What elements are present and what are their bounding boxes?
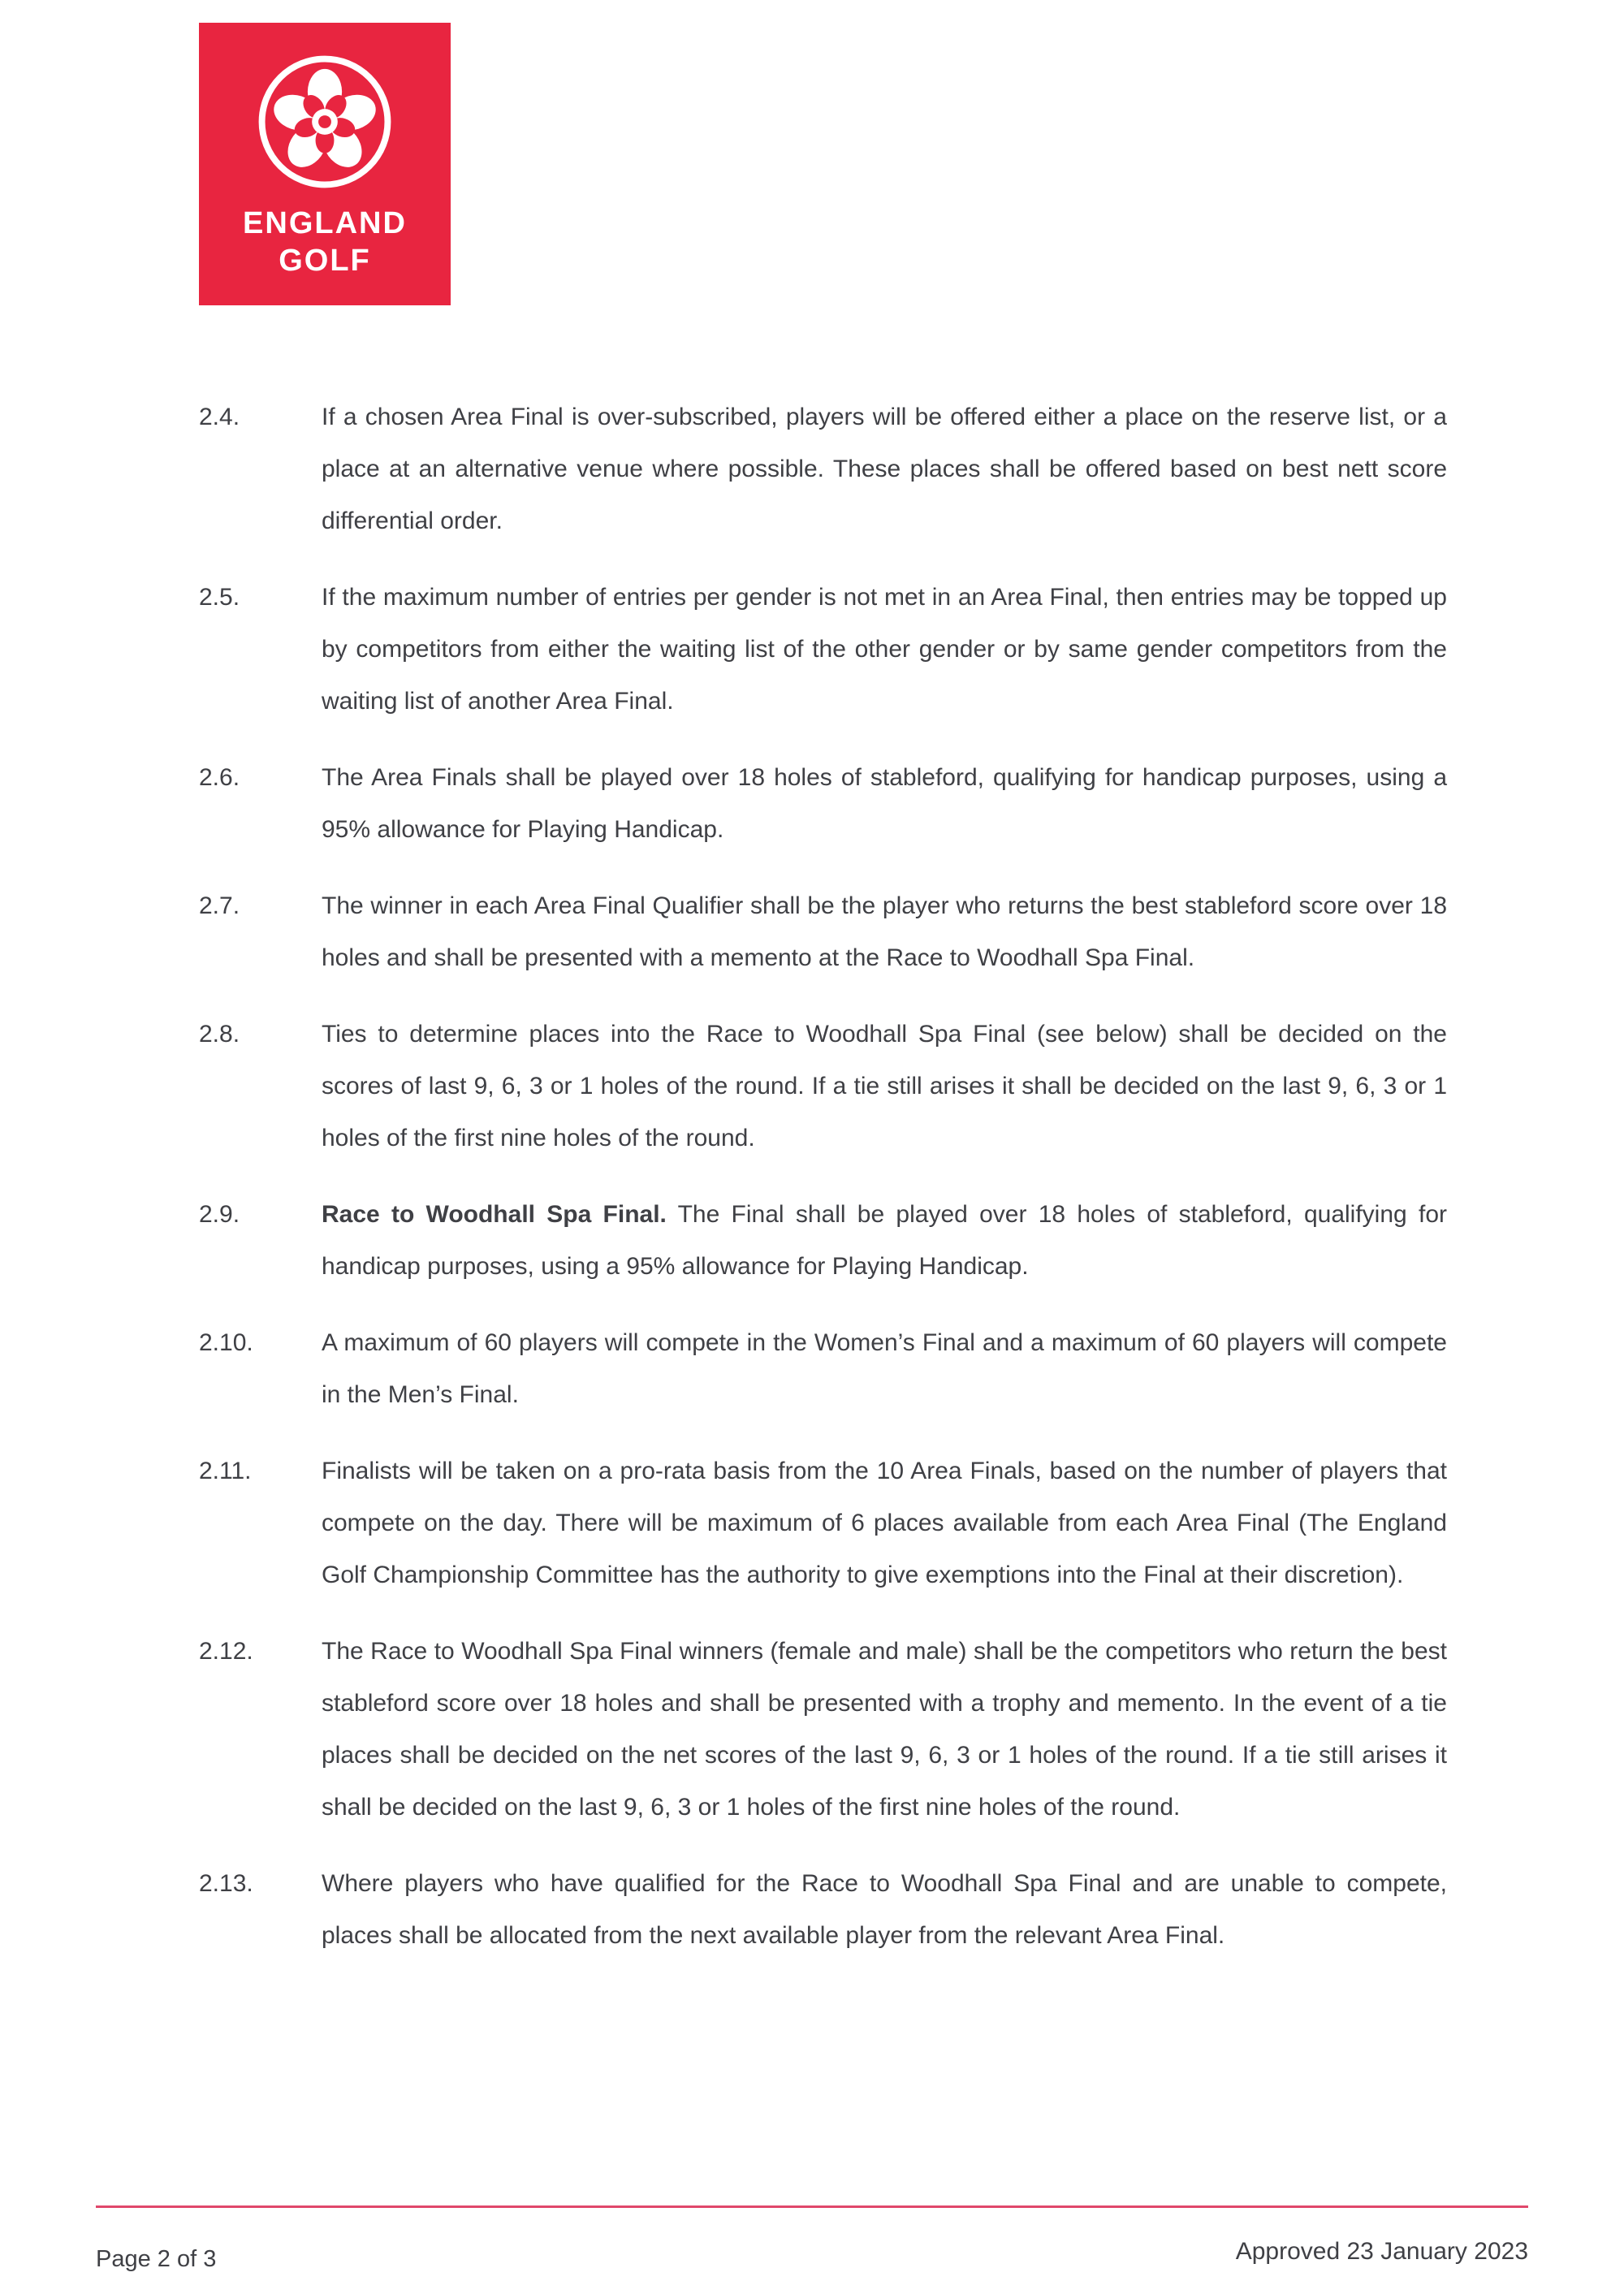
clause (199, 880, 1447, 984)
clause-text (322, 1445, 1447, 1601)
clause-number: 2.5. (199, 584, 240, 611)
logo-wordmark (243, 205, 407, 279)
clause (199, 572, 1447, 728)
clause-number: 2.9. (199, 1201, 240, 1228)
clause (199, 752, 1447, 856)
clause-body: If the maximum number of entries per gender is not met in an Area Final, then entries may be topped up by competitors from either the waiting list of the other gender or by same gender competitors from the waiting list of another Area Final. (322, 584, 1447, 715)
clause-text (322, 1858, 1447, 1962)
clause-number: 2.13. (199, 1870, 253, 1897)
clause-text (322, 572, 1447, 728)
clause-number: 2.6. (199, 764, 240, 791)
clause-text (322, 391, 1447, 547)
clause (199, 1189, 1447, 1293)
clause-text (322, 1317, 1447, 1421)
clause-number: 2.11. (199, 1458, 252, 1484)
logo-wordmark-line1: ENGLAND (243, 206, 407, 240)
clause-body: Finalists will be taken on a pro-rata basis from the 10 Area Finals, based on the number of players that compete on the day. There will be maximum of 6 places available from each Area Final (The England Golf Championship Committee has the authority to give exemptions into the Final at their discretion). (322, 1458, 1447, 1588)
clause-body: Where players who have qualified for the Race to Woodhall Spa Final and are unable to compete, places shall be allocated from the next available player from the relevant Area Final. (322, 1870, 1447, 1949)
clause-text (322, 1189, 1447, 1293)
approval-date: Approved 23 January 2023 (1235, 2238, 1528, 2265)
england-golf-logo (199, 23, 451, 305)
clause-body: A maximum of 60 players will compete in the Women’s Final and a maximum of 60 players will compete in the Men’s Final. (322, 1329, 1447, 1408)
clause (199, 1858, 1447, 1962)
clause-list (199, 391, 1447, 1986)
footer-divider (96, 2205, 1528, 2208)
clause-bold-lead: Race to Woodhall Spa Final. (322, 1201, 667, 1228)
rose-icon (253, 50, 396, 193)
clause-number: 2.4. (199, 404, 240, 430)
clause-text (322, 1626, 1447, 1834)
page-number: Page 2 of 3 (96, 2246, 217, 2272)
clause-body: The Area Finals shall be played over 18 holes of stableford, qualifying for handicap purposes, using a 95% allowance for Playing Handicap. (322, 764, 1447, 843)
clause-body: If a chosen Area Final is over-subscribed, players will be offered either a place on the reserve list, or a place at an alternative venue where possible. These places shall be offered based on best nett score differential order. (322, 404, 1447, 534)
clause-number: 2.10. (199, 1329, 253, 1356)
clause-body: The Race to Woodhall Spa Final winners (female and male) shall be the competitors who return the best stableford score over 18 holes and shall be presented with a trophy and memento. In the event of a tie places shall be decided on the net scores of the last 9, 6, 3 or 1 holes of the round. If a tie still arises it shall be decided on the last 9, 6, 3 or 1 holes of the first nine holes of the round. (322, 1638, 1447, 1821)
clause-text (322, 752, 1447, 856)
clause-body: The winner in each Area Final Qualifier shall be the player who returns the best stableford score over 18 holes and shall be presented with a memento at the Race to Woodhall Spa Final. (322, 892, 1447, 971)
clause-body: Ties to determine places into the Race to Woodhall Spa Final (see below) shall be decided on the scores of last 9, 6, 3 or 1 holes of the round. If a tie still arises it shall be decided on the last 9, 6, 3 or 1 holes of the first nine holes of the round. (322, 1021, 1447, 1151)
clause-text (322, 1009, 1447, 1164)
clause-body: The Final shall be played over 18 holes of stableford, qualifying for handicap purposes, using a 95% allowance for Playing Handicap. (322, 1201, 1447, 1280)
clause (199, 391, 1447, 547)
clause (199, 1445, 1447, 1601)
clause-text (322, 880, 1447, 984)
clause-number: 2.8. (199, 1021, 240, 1048)
logo-wordmark-line2: GOLF (279, 244, 371, 278)
clause-number: 2.7. (199, 892, 240, 919)
clause (199, 1626, 1447, 1834)
clause (199, 1317, 1447, 1421)
clause (199, 1009, 1447, 1164)
clause-number: 2.12. (199, 1638, 253, 1665)
